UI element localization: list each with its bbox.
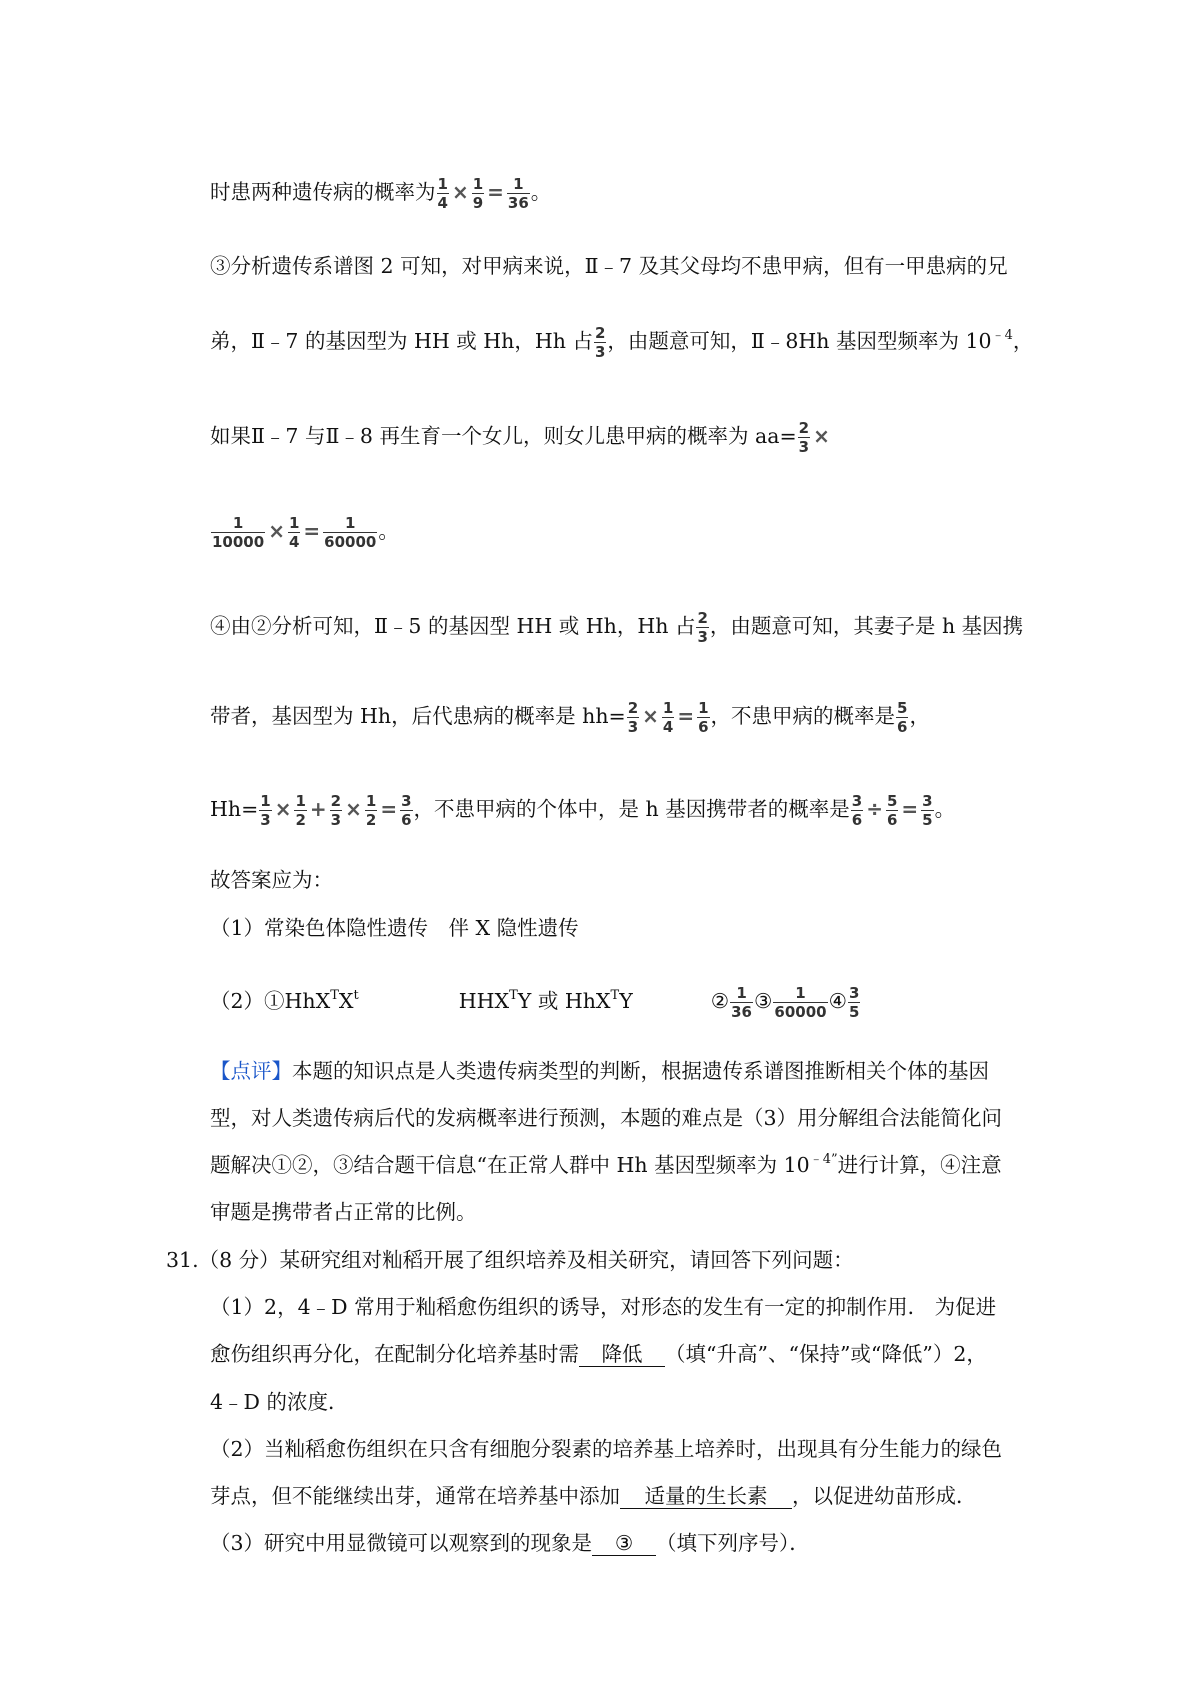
denominator: 6 (851, 811, 863, 829)
fraction (627, 700, 639, 735)
superscript: t (353, 988, 359, 1003)
text-span: ，以促进幼苗形成． (792, 1484, 977, 1508)
text-span: 本题的知识点是人类遗传病类型的判断，根据遗传系谱图推断相关个体的基因 (292, 1059, 989, 1083)
operator: × (813, 424, 830, 448)
operator: = (677, 704, 695, 728)
text-span: 如果Ⅱ﹣7 与Ⅱ﹣8 再生育一个女儿，则女儿患甲病的概率为 aa= (210, 424, 797, 448)
answer-line-1 (210, 176, 551, 211)
operator: = (380, 797, 398, 821)
numerator: 2 (697, 609, 708, 627)
denominator: 6 (886, 811, 898, 829)
denominator: 3 (798, 438, 810, 456)
fraction (437, 176, 449, 211)
comment-line-2: 型，对人类遗传病后代的发病概率进行预测，本题的难点是（3）用分解组合法能简化问 (210, 1106, 1003, 1130)
numerator: 1 (472, 175, 484, 193)
text-span: 愈伤组织再分化，在配制分化培养基时需 (210, 1342, 579, 1366)
denominator: 3 (594, 343, 606, 361)
answer-heading: 故答案应为： (210, 868, 333, 892)
text-span: 时患两种遗传病的概率为 (210, 180, 436, 204)
denominator: 5 (848, 1003, 860, 1021)
text-span: Y 或 HhX (517, 989, 611, 1013)
numerator: 1 (736, 984, 747, 1002)
denominator: 3 (627, 718, 639, 736)
numerator: 1 (295, 792, 306, 810)
numerator: 3 (401, 792, 412, 810)
fraction (886, 793, 898, 828)
text-span: ， (1012, 329, 1034, 353)
text-span: （2）①HhX (210, 989, 331, 1013)
numerator: 3 (851, 792, 863, 810)
numerator: 2 (330, 792, 342, 810)
text-span: ④ (828, 989, 847, 1013)
fraction (259, 793, 271, 828)
q31-part2-line2 (210, 1482, 977, 1510)
denominator: 60000 (324, 533, 377, 551)
denominator: 6 (897, 718, 908, 736)
text-span: ④由②分析可知，Ⅱ﹣5 的基因型 HH 或 Hh，Hh 占 (210, 614, 696, 638)
numerator: 1 (365, 792, 377, 810)
comment-line-1 (210, 1057, 989, 1085)
operator: × (642, 704, 659, 728)
answer-blank: ③ (592, 1531, 656, 1556)
operator: × (345, 797, 362, 821)
fraction (696, 610, 708, 645)
text-span: ③ (754, 989, 773, 1013)
fraction (896, 700, 908, 735)
denominator: 2 (295, 811, 306, 829)
fraction (662, 700, 674, 735)
numerator: 5 (897, 699, 908, 717)
text-span: 芽点，但不能继续出芽，通常在培养基中添加 (210, 1484, 620, 1508)
denominator: 10000 (212, 533, 265, 551)
fraction (294, 793, 306, 828)
text-span: 弟，Ⅱ﹣7 的基因型为 HH 或 Hh，Hh 占 (210, 329, 593, 353)
fraction (330, 793, 342, 828)
numerator: 1 (345, 514, 356, 532)
answer-line-3 (210, 325, 1033, 360)
operator: + (309, 797, 327, 821)
numerator: 1 (260, 792, 271, 810)
numerator: 1 (232, 514, 244, 532)
fraction (323, 515, 377, 550)
q31-part3-line1 (210, 1529, 810, 1557)
answer-line-7 (210, 700, 930, 735)
numerator: 2 (798, 419, 810, 437)
q31-part1-line2 (210, 1340, 987, 1368)
denominator: 3 (330, 811, 342, 829)
comment-line-4: 审题是携带者占正常的比例。 (210, 1200, 477, 1224)
operator: × (451, 180, 469, 204)
fraction (798, 420, 810, 455)
answer-blank: 降低 (579, 1342, 665, 1367)
text-span: （填下列序号）． (656, 1531, 810, 1555)
operator: × (268, 519, 285, 543)
fraction (211, 515, 265, 550)
numerator: 1 (288, 514, 300, 532)
answer-blank: 适量的生长素 (620, 1484, 792, 1509)
denominator: 36 (731, 1003, 752, 1021)
operator: = (303, 519, 321, 543)
operator: ÷ (866, 797, 883, 821)
answer-line-8 (210, 793, 955, 828)
superscript: T (610, 988, 620, 1003)
answer-line-2: ③分析遗传系谱图 2 可知，对甲病来说，Ⅱ﹣7 及其父母均不患甲病，但有一甲患病的兄 (210, 254, 1008, 278)
operator: × (274, 797, 292, 821)
fraction (697, 700, 709, 735)
comment-line-3 (210, 1151, 1002, 1179)
numerator: 1 (662, 699, 674, 717)
text-span: HHX (458, 989, 510, 1013)
answer-line-5 (210, 515, 399, 550)
operator: = (487, 180, 504, 204)
denominator: 4 (437, 194, 448, 212)
q31-part1-line1: （1）2，4﹣D 常用于籼稻愈伤组织的诱导，对形态的发生有一定的抑制作用． 为促进 (210, 1295, 997, 1319)
numerator: 2 (594, 324, 606, 342)
superscript: T (509, 988, 518, 1003)
numerator: 5 (886, 792, 898, 810)
text-span: ，由题意可知，Ⅱ﹣8Hh 基因型频率为 10 (607, 329, 992, 353)
numerator: 2 (627, 699, 639, 717)
fraction (507, 176, 530, 211)
text-span: ， (909, 704, 930, 728)
answer-2 (210, 985, 861, 1020)
numerator: 1 (795, 984, 806, 1002)
text-span: 进行计算，④注意 (837, 1153, 1002, 1177)
fraction (848, 985, 860, 1020)
q31-part2-line1: （2）当籼稻愈伤组织在只含有细胞分裂素的培养基上培养时，出现具有分生能力的绿色 (210, 1437, 1003, 1461)
denominator: 3 (260, 811, 271, 829)
text-span: Hh= (210, 797, 259, 821)
denominator: 6 (698, 718, 709, 736)
answer-line-4 (210, 420, 832, 455)
text-span: 。 (530, 180, 552, 204)
fraction (921, 793, 933, 828)
fraction (851, 793, 863, 828)
question-31: 31.（8 分）某研究组对籼稻开展了组织培养及相关研究，请回答下列问题： (166, 1248, 854, 1272)
text-span: （3）研究中用显微镜可以观察到的现象是 (210, 1531, 593, 1555)
text-span: ② (710, 989, 730, 1013)
fraction (365, 793, 377, 828)
comment-tag: 【点评】 (210, 1059, 292, 1083)
denominator: 36 (507, 194, 529, 212)
text-span: ，不患甲病的个体中，是 h 基因携带者的概率是 (413, 797, 850, 821)
numerator: 1 (437, 175, 448, 193)
numerator: 1 (698, 699, 709, 717)
operator: = (901, 797, 919, 821)
text-span: 带者，基因型为 Hh，后代患病的概率是 hh= (210, 704, 626, 728)
numerator: 1 (513, 175, 524, 193)
text-span: ，不患甲病的概率是 (710, 704, 896, 728)
text-span: （填“升高”、“保持”或“降低”）2， (665, 1342, 987, 1366)
fraction (773, 985, 827, 1020)
numerator: 3 (848, 984, 860, 1002)
superscript: ﹣4” (809, 1152, 838, 1167)
denominator: 9 (472, 194, 484, 212)
fraction (472, 176, 484, 211)
numerator: 3 (922, 792, 933, 810)
text-span: X (338, 989, 354, 1013)
superscript: T (330, 988, 339, 1003)
denominator: 4 (288, 533, 300, 551)
answer-line-6 (210, 610, 1023, 645)
q31-part1-line3: 4﹣D 的浓度． (210, 1390, 349, 1414)
denominator: 5 (922, 811, 933, 829)
text-span: 题解决①②，③结合题干信息“在正常人群中 Hh 基因型频率为 10 (210, 1153, 810, 1177)
denominator: 6 (401, 811, 412, 829)
fraction (730, 985, 753, 1020)
superscript: ﹣4 (991, 328, 1013, 343)
denominator: 2 (365, 811, 377, 829)
text-span: ，由题意可知，其妻子是 h 基因携 (709, 614, 1024, 638)
denominator: 3 (697, 628, 708, 646)
fraction (400, 793, 412, 828)
fraction (288, 515, 300, 550)
answer-1: （1）常染色体隐性遗传 伴 X 隐性遗传 (210, 916, 579, 940)
text-span: 。 (378, 519, 399, 543)
denominator: 4 (662, 718, 674, 736)
denominator: 60000 (774, 1003, 827, 1021)
fraction (594, 325, 606, 360)
text-span: Y (619, 989, 633, 1013)
text-span: 。 (934, 797, 956, 821)
